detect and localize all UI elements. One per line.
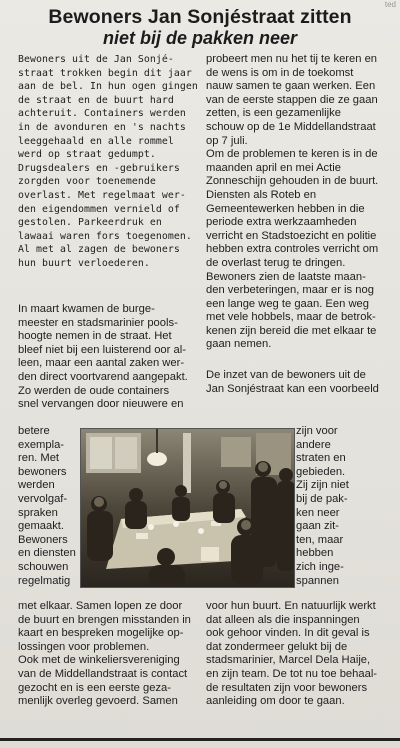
text-line: straat trokken begin dit jaar <box>18 67 192 79</box>
text-line: gebieden. <box>296 465 346 478</box>
text-line: schouwen <box>18 560 69 573</box>
text-line: dat zondermeer gelukt bij de <box>206 640 348 653</box>
text-line: menlijk overleg gevoerd. Samen <box>18 695 178 708</box>
text-line: de resultaten zijn voor bewoners <box>206 681 368 694</box>
text-line: hoogte nemen in de straat. Het <box>18 330 172 343</box>
text-line: bleef niet bij een luisterend oor al- <box>18 343 186 356</box>
text-line: spraken <box>18 506 58 519</box>
text-line: betere <box>18 425 50 437</box>
text-line: exempla- <box>18 438 65 451</box>
text-line: stadsmarinier, Marcel Dela Haije, <box>206 654 371 667</box>
text-line: overlast. Met regelmaat wer- <box>18 189 186 201</box>
text-line: De inzet van de bewoners uit de <box>206 369 366 381</box>
text-line: lossingen voor problemen. <box>18 640 150 653</box>
text-line: nauw samen te gaan werken. Een <box>206 80 376 93</box>
text-line: de straat en de buurt hard <box>18 94 174 106</box>
text-line: ook gehoor vinden. In dit geval is <box>206 627 370 640</box>
text-line: van de eerste stappen die ze gaan <box>206 93 378 106</box>
text-line: regelmatig <box>18 574 71 587</box>
text-line: leen, maar een aantal zaken wer- <box>18 357 185 370</box>
text-line: vervolgaf- <box>18 492 68 505</box>
text-line: gestolen. Parkeerdruk en <box>18 217 162 229</box>
left-column-bottom <box>18 600 200 709</box>
text-line: schouw op de 1e Middellandstraat <box>206 120 376 133</box>
text-line: periode extra werkzaamheden <box>206 216 357 229</box>
text-line: Drugsdealers en -gebruikers <box>18 162 180 174</box>
text-line: meester en stadsmarinier pools- <box>18 316 178 329</box>
text-line: den verbeteringen, maar er is nog <box>206 284 374 297</box>
text-line: gaan nemen. <box>206 338 272 351</box>
bottom-rule <box>0 738 400 741</box>
text-line: Ook met de winkeliersvereniging <box>18 654 180 667</box>
text-line: Gemeentewerken hebben in die <box>206 202 365 215</box>
text-line: Bewoners zien de laatste maan- <box>206 270 366 283</box>
text-line: Om de problemen te keren is in de <box>206 148 378 161</box>
text-line: gezocht en is een eerste geza- <box>18 681 171 694</box>
text-line: kaart en bespreken mogelijke op- <box>18 627 184 640</box>
text-line: en diensten <box>18 547 76 560</box>
left-column-middle <box>18 303 200 412</box>
text-line: met vele hobbels, maar de betrok- <box>206 311 376 324</box>
text-line: en zijn team. De tot nu toe behaal- <box>206 667 378 680</box>
text-line: Zo werden de oude containers <box>18 384 170 397</box>
text-line: snel vervangen door nieuwere en <box>18 398 184 411</box>
left-wrap-text <box>18 425 78 588</box>
headline-line-1: Bewoners Jan Sonjéstraat zitten <box>48 6 352 28</box>
text-line: Jan Sonjéstraat kan een voorbeeld <box>206 382 379 395</box>
text-line: de wens is om in de toekomst <box>206 66 354 79</box>
text-line: ten, maar <box>296 533 344 546</box>
article-headline <box>10 6 390 48</box>
text-line: In maart kwamen de burge- <box>18 303 155 315</box>
text-line: Diensten als Roteb en <box>206 188 317 201</box>
right-wrap-text <box>296 425 391 588</box>
text-line: andere <box>296 438 331 451</box>
text-line: lawaai waren fors toegenomen. <box>18 230 192 242</box>
text-line: Bewoners <box>18 533 68 546</box>
text-line: gemaakt. <box>18 520 65 533</box>
text-line: straten en <box>296 452 346 465</box>
text-line: Zonneschijn gehouden in de buurt. <box>206 175 379 188</box>
text-line: hebben extra controles verricht om <box>206 243 379 256</box>
text-line: gaan zit- <box>296 520 339 533</box>
left-column-intro <box>18 53 200 271</box>
text-line: hun buurt verloederen. <box>18 257 150 269</box>
text-line: Bewoners uit de Jan Sonjé- <box>18 54 174 65</box>
text-line: de buurt en brengen misstanden in <box>18 613 191 626</box>
text-line: werd op straat gedumpt. <box>18 149 156 161</box>
text-line: dat alleen als die inspanningen <box>206 613 360 626</box>
meeting-photo-image <box>81 429 294 587</box>
text-line: zorgden voor toenemende <box>18 176 156 188</box>
text-line: verricht en Stadstoezicht en politie <box>206 229 377 242</box>
corner-tag: ted <box>384 0 396 9</box>
text-line: bewoners <box>18 465 67 478</box>
right-column-middle <box>206 369 391 396</box>
text-line: zijn voor <box>296 425 338 437</box>
text-line: bij de pak- <box>296 492 348 505</box>
text-line: in de avonduren en 's nachts <box>18 121 186 133</box>
text-line: ren. Met <box>18 452 60 465</box>
text-line: van de Middellandstraat is contact <box>18 667 188 680</box>
text-line: een lange weg te gaan. Een weg <box>206 297 369 310</box>
text-line: aanleiding om door te gaan. <box>206 695 345 708</box>
text-line: den eigendommen vernield of <box>18 203 180 215</box>
headline-line-2: niet bij de pakken neer <box>102 28 298 48</box>
text-line: probeert men nu het tij te keren en <box>206 53 378 65</box>
text-line: werden <box>18 479 55 492</box>
right-column-top <box>206 53 391 352</box>
text-line: leeggehaald en alle rommel <box>18 135 174 147</box>
text-line: aan de bel. In hun ogen gingen <box>18 81 198 93</box>
meeting-photo <box>80 428 295 588</box>
text-line: Al met al zagen de bewoners <box>18 244 180 256</box>
text-line: hebben <box>296 547 334 560</box>
text-line: achteruit. Containers werden <box>18 108 186 120</box>
text-line: Zij zijn niet <box>296 479 349 492</box>
text-line: maanden april en mei Actie <box>206 161 341 174</box>
text-line: kenen zijn bereid die met elkaar te <box>206 324 377 337</box>
text-line: ken neer <box>296 506 340 519</box>
text-line: op 7 juli. <box>206 134 248 147</box>
text-line: zich inge- <box>296 560 344 573</box>
text-line: voor hun buurt. En natuurlijk werkt <box>206 600 376 612</box>
text-line: de overlast terug te dringen. <box>206 256 346 269</box>
text-line: den direct voortvarend aangepakt. <box>18 370 188 383</box>
right-column-bottom <box>206 600 391 709</box>
text-line: met elkaar. Samen lopen ze door <box>18 600 183 612</box>
text-line: spannen <box>296 574 339 587</box>
text-line: zetten, is een gezamenlijke <box>206 107 341 120</box>
